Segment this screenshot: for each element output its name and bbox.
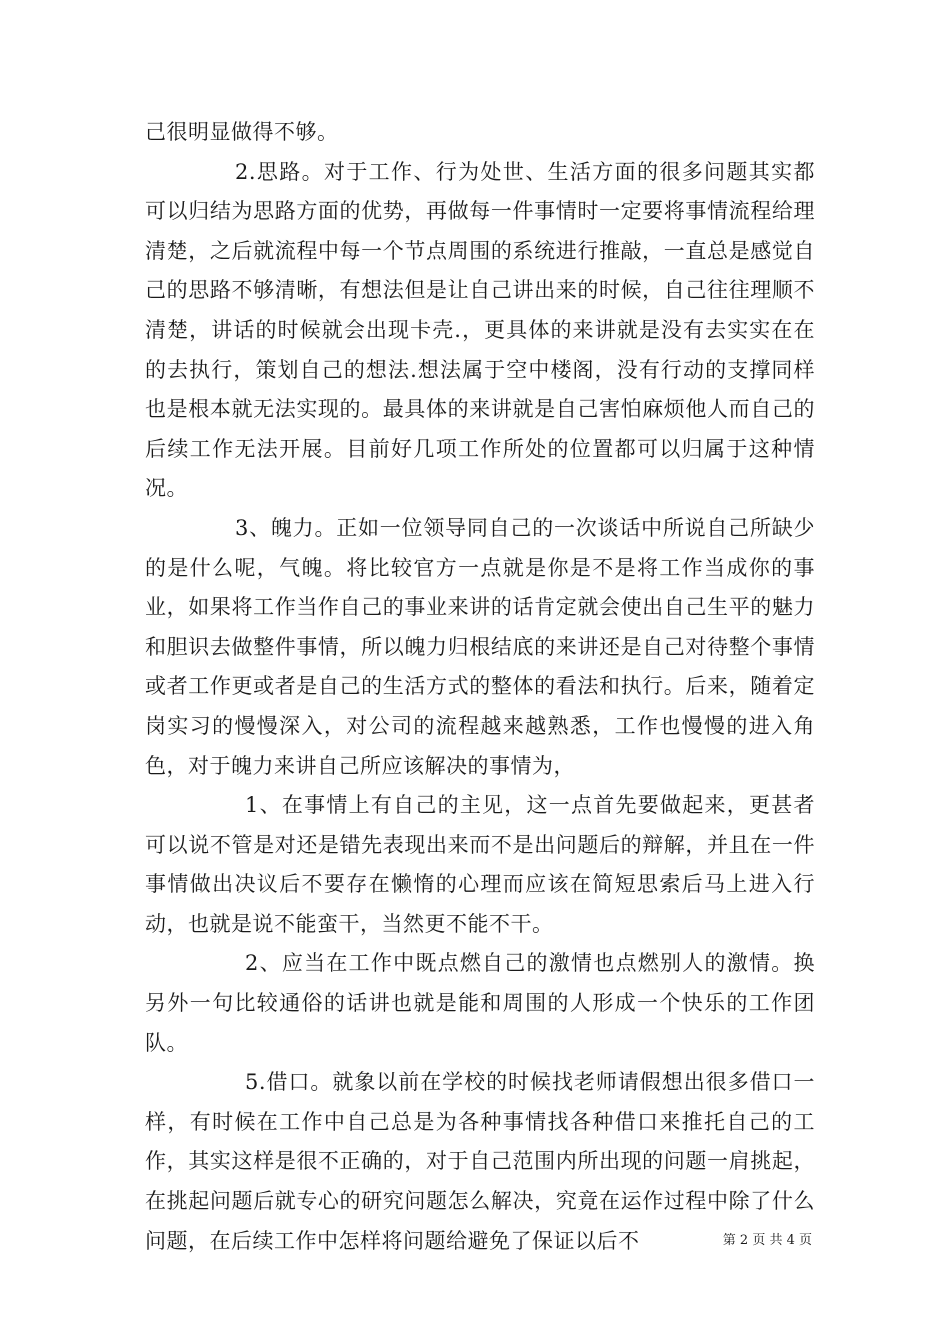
paragraph-sub-item-1: 1、在事情上有自己的主见，这一点首先要做起来，更甚者可以说不管是对还是错先表现出来而不是出问题后的辩解，并且在一件事情做出决议后不要存在懒惰的心理而应该在简短思索后马上进入行动，也就是说不能蛮干，当然更不能不干。 xyxy=(145,793,815,936)
document-body xyxy=(145,113,815,1261)
paragraph-sub-item-2: 2、应当在工作中既点燃自己的激情也点燃别人的激情。换另外一句比较通俗的话讲也就是能和周围的人形成一个快乐的工作团队。 xyxy=(145,951,815,1055)
paragraph-continuation: 己很明显做得不够。 xyxy=(145,120,339,144)
paragraph-thinking: 2.思路。对于工作、行为处世、生活方面的很多问题其实都可以归结为思路方面的优势，再做每一件事情时一定要将事情流程给理清楚，之后就流程中每一个节点周围的系统进行推敲，一直总是感觉自己的思路不够清晰，有想法但是让自己讲出来的时候，自己往往理顺不清楚，讲话的时候就会出现卡壳.，更具体的来讲就是没有去实实在在的去执行，策划自己的想法.想法属于空中楼阁，没有行动的支撑同样也是根本就无法实现的。最具体的来讲就是自己害怕麻烦他人而自己的后续工作无法开展。目前好几项工作所处的位置都可以归属于这种情况。 xyxy=(145,159,815,501)
paragraph-excuses: 5.借口。就象以前在学校的时候找老师请假想出很多借口一样，有时候在工作中自己总是为各种事情找各种借口来推托自己的工作，其实这样是很不正确的，对于自己范围内所出现的问题一肩挑起，在挑起问题后就专心的研究问题怎么解决，究竟在运作过程中除了什么问题，在后续工作中怎样将问题给避免了保证以后不 xyxy=(145,1070,815,1253)
paragraph-boldness: 3、魄力。正如一位领导同自己的一次谈话中所说自己所缺少的是什么呢，气魄。将比较官方一点就是你是不是将工作当成你的事业，如果将工作当作自己的事业来讲的话肯定就会使出自己生平的魅力和胆识去做整件事情，所以魄力归根结底的来讲还是自己对待整个事情或者工作更或者是自己的生活方式的整体的看法和执行。后来，随着定岗实习的慢慢深入，对公司的流程越来越熟悉，工作也慢慢的进入角色，对于魄力来讲自己所应该解决的事情为， xyxy=(145,515,815,778)
page-footer: 第 2 页 共 4 页 xyxy=(722,1233,812,1248)
